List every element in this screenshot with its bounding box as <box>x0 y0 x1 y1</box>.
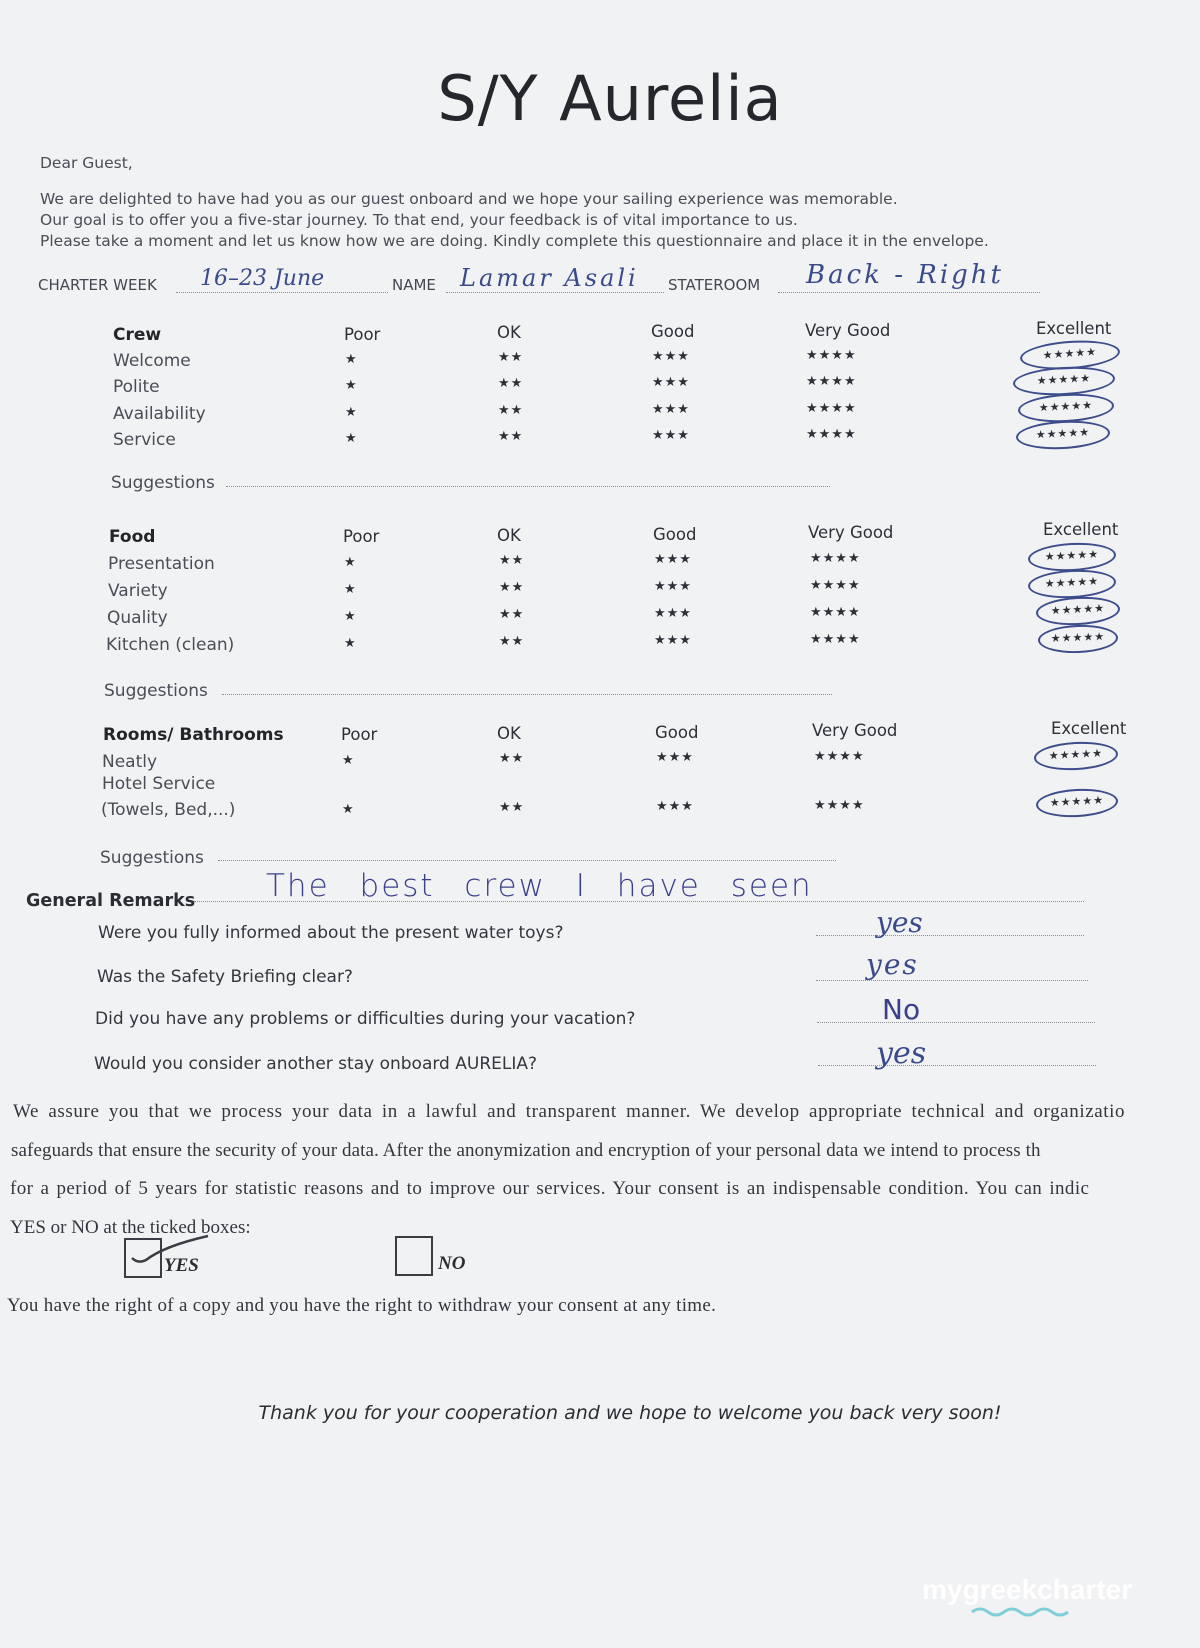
rating-very-good-star[interactable]: ★★★★ <box>806 401 857 416</box>
food-col-very-good: Very Good <box>808 523 894 542</box>
rating-good-star[interactable]: ★★★ <box>654 633 692 648</box>
consent-yes-checkbox[interactable] <box>124 1238 162 1278</box>
food-section-title: Food <box>109 527 156 547</box>
rating-good-star[interactable]: ★★★ <box>654 579 692 594</box>
rating-poor-star[interactable]: ★ <box>344 582 357 597</box>
watermark-logo: mygreekcharter <box>922 1574 1133 1605</box>
food-suggestions-field[interactable] <box>222 694 832 695</box>
consent-no-checkbox[interactable] <box>395 1236 433 1276</box>
question-another-stay: Would you consider another stay onboard AURELIA? <box>94 1054 538 1074</box>
rating-poor-star[interactable]: ★ <box>344 636 357 651</box>
rating-excellent-circled[interactable]: ★★★★★ <box>1019 338 1121 373</box>
rating-ok-star[interactable]: ★★ <box>499 634 525 649</box>
rating-good-star[interactable]: ★★★ <box>654 606 692 621</box>
rating-very-good-star[interactable]: ★★★★ <box>810 605 861 620</box>
legal-text-line-2: safeguards that ensure the security of your data. After the anonymization and encryption of your personal data we intend to process th <box>11 1140 1041 1161</box>
question-water-toys: Were you fully informed about the present water toys? <box>98 923 564 943</box>
rating-poor-star[interactable]: ★ <box>344 555 357 570</box>
answer-another-stay[interactable]: yes <box>876 1036 927 1071</box>
consent-no-label: NO <box>438 1253 466 1274</box>
withdraw-consent-text: You have the right of a copy and you have the right to withdraw your consent at any time. <box>7 1295 717 1316</box>
rating-ok-star[interactable]: ★★ <box>499 553 525 568</box>
rating-very-good-star[interactable]: ★★★★ <box>806 348 857 363</box>
rating-ok-star[interactable]: ★★ <box>499 607 525 622</box>
general-remarks-label: General Remarks <box>26 891 196 911</box>
rooms-suggestions-label: Suggestions <box>100 848 204 868</box>
rating-ok-star[interactable]: ★★ <box>498 376 524 391</box>
crew-col-excellent: Excellent <box>1036 319 1112 338</box>
stateroom-field[interactable]: Back - Right <box>806 260 1004 290</box>
legal-text-line-3: for a period of 5 years for statistic reasons and to improve our services. Your consent is an indispensable condition. You can indic <box>10 1178 1090 1199</box>
crew-col-very-good: Very Good <box>805 321 891 340</box>
crew-row-label: Availability <box>113 404 206 424</box>
food-row-label: Variety <box>108 581 168 601</box>
rating-good-star[interactable]: ★★★ <box>654 552 692 567</box>
question-problems: Did you have any problems or difficulties during your vacation? <box>95 1009 636 1029</box>
rating-ok-star[interactable]: ★★ <box>499 800 525 815</box>
rating-poor-star[interactable]: ★ <box>342 753 355 768</box>
rooms-col-good: Good <box>655 723 699 742</box>
rating-good-star[interactable]: ★★★ <box>656 799 694 814</box>
rating-ok-star[interactable]: ★★ <box>499 580 525 595</box>
document-title: S/Y Aurelia <box>437 62 783 135</box>
rating-very-good-star[interactable]: ★★★★ <box>810 632 861 647</box>
rooms-suggestions-field[interactable] <box>218 860 836 861</box>
name-field[interactable]: Lamar Asali <box>460 264 639 292</box>
rating-very-good-star[interactable]: ★★★★ <box>810 551 861 566</box>
rating-good-star[interactable]: ★★★ <box>652 428 690 443</box>
rating-excellent-circled[interactable]: ★★★★★ <box>1038 624 1119 655</box>
crew-suggestions-field[interactable] <box>226 486 830 487</box>
intro-line-1: We are delighted to have had you as our guest onboard and we hope your sailing experience was memorable. <box>40 190 898 208</box>
food-col-good: Good <box>653 525 697 544</box>
consent-yes-label: YES <box>164 1255 199 1276</box>
rating-poor-star[interactable]: ★ <box>345 431 358 446</box>
intro-line-2: Our goal is to offer you a five-star journey. To that end, your feedback is of vital importance to us. <box>40 211 798 229</box>
stateroom-label: STATEROOM <box>668 276 761 294</box>
greeting: Dear Guest, <box>40 154 133 172</box>
rooms-section-title: Rooms/ Bathrooms <box>103 725 284 745</box>
answer-water-toys[interactable]: yes <box>876 906 923 939</box>
crew-col-ok: OK <box>497 323 521 342</box>
food-col-excellent: Excellent <box>1043 520 1119 539</box>
food-col-poor: Poor <box>343 527 380 546</box>
rating-poor-star[interactable]: ★ <box>345 378 358 393</box>
crew-row-label: Welcome <box>113 351 191 371</box>
crew-section-title: Crew <box>113 325 162 345</box>
rating-very-good-star[interactable]: ★★★★ <box>814 798 865 813</box>
rooms-row-label: Hotel Service <box>102 774 216 794</box>
wave-icon <box>970 1606 1074 1618</box>
rating-excellent-circled[interactable]: ★★★★★ <box>1035 787 1118 819</box>
rating-good-star[interactable]: ★★★ <box>652 375 690 390</box>
rating-very-good-star[interactable]: ★★★★ <box>806 427 857 442</box>
food-row-label: Kitchen (clean) <box>106 635 235 655</box>
rooms-col-very-good: Very Good <box>812 721 898 740</box>
rating-good-star[interactable]: ★★★ <box>652 349 690 364</box>
rating-ok-star[interactable]: ★★ <box>498 429 524 444</box>
rooms-row-label: (Towels, Bed,...) <box>101 800 236 820</box>
rooms-col-ok: OK <box>497 724 521 743</box>
rating-excellent-circled[interactable]: ★★★★★ <box>1015 419 1110 452</box>
rating-excellent-circled[interactable]: ★★★★★ <box>1033 740 1118 772</box>
rating-very-good-star[interactable]: ★★★★ <box>806 374 857 389</box>
rooms-col-poor: Poor <box>341 725 378 744</box>
rating-very-good-star[interactable]: ★★★★ <box>810 578 861 593</box>
answer-problems[interactable]: No <box>882 993 921 1026</box>
rating-excellent-circled[interactable]: ★★★★★ <box>1017 392 1114 425</box>
crew-col-good: Good <box>651 322 695 341</box>
food-suggestions-label: Suggestions <box>104 681 208 701</box>
question-safety-briefing: Was the Safety Briefing clear? <box>97 967 353 987</box>
rooms-row-label: Neatly <box>102 752 158 772</box>
rating-poor-star[interactable]: ★ <box>345 352 358 367</box>
general-remarks-field[interactable]: The best crew I have seen <box>266 868 813 904</box>
food-row-label: Quality <box>107 608 168 628</box>
thank-you-note: Thank you for your cooperation and we hope to welcome you back very soon! <box>258 1402 1002 1424</box>
rating-poor-star[interactable]: ★ <box>342 802 355 817</box>
food-col-ok: OK <box>497 526 521 545</box>
rating-ok-star[interactable]: ★★ <box>498 403 524 418</box>
rating-good-star[interactable]: ★★★ <box>652 402 690 417</box>
rating-excellent-circled[interactable]: ★★★★★ <box>1035 595 1120 627</box>
rating-excellent-circled[interactable]: ★★★★★ <box>1027 541 1116 574</box>
crew-col-poor: Poor <box>344 325 381 344</box>
name-label: NAME <box>392 276 436 294</box>
rating-poor-star[interactable]: ★ <box>345 405 358 420</box>
crew-row-label: Service <box>113 430 176 450</box>
rating-poor-star[interactable]: ★ <box>344 609 357 624</box>
charter-week-label: CHARTER WEEK <box>38 276 157 294</box>
legal-text-line-4: YES or NO at the ticked boxes: <box>10 1217 251 1238</box>
charter-week-field[interactable]: 16–23 June <box>200 266 325 291</box>
rating-excellent-circled[interactable]: ★★★★★ <box>1012 364 1115 397</box>
rating-good-star[interactable]: ★★★ <box>656 750 694 765</box>
rating-excellent-circled[interactable]: ★★★★★ <box>1027 568 1116 601</box>
legal-text-line-1: We assure you that we process your data in a lawful and transparent manner. We develop appropriate technical and organizatio <box>13 1101 1126 1122</box>
food-row-label: Presentation <box>108 554 215 574</box>
rating-ok-star[interactable]: ★★ <box>498 350 524 365</box>
rating-ok-star[interactable]: ★★ <box>499 751 525 766</box>
crew-row-label: Polite <box>113 377 160 397</box>
crew-suggestions-label: Suggestions <box>111 473 215 493</box>
answer-safety-briefing[interactable]: yes <box>866 948 919 981</box>
intro-line-3: Please take a moment and let us know how we are doing. Kindly complete this questionnaire and place it in the envelope. <box>40 232 989 250</box>
rating-very-good-star[interactable]: ★★★★ <box>814 749 865 764</box>
rooms-col-excellent: Excellent <box>1051 719 1127 738</box>
